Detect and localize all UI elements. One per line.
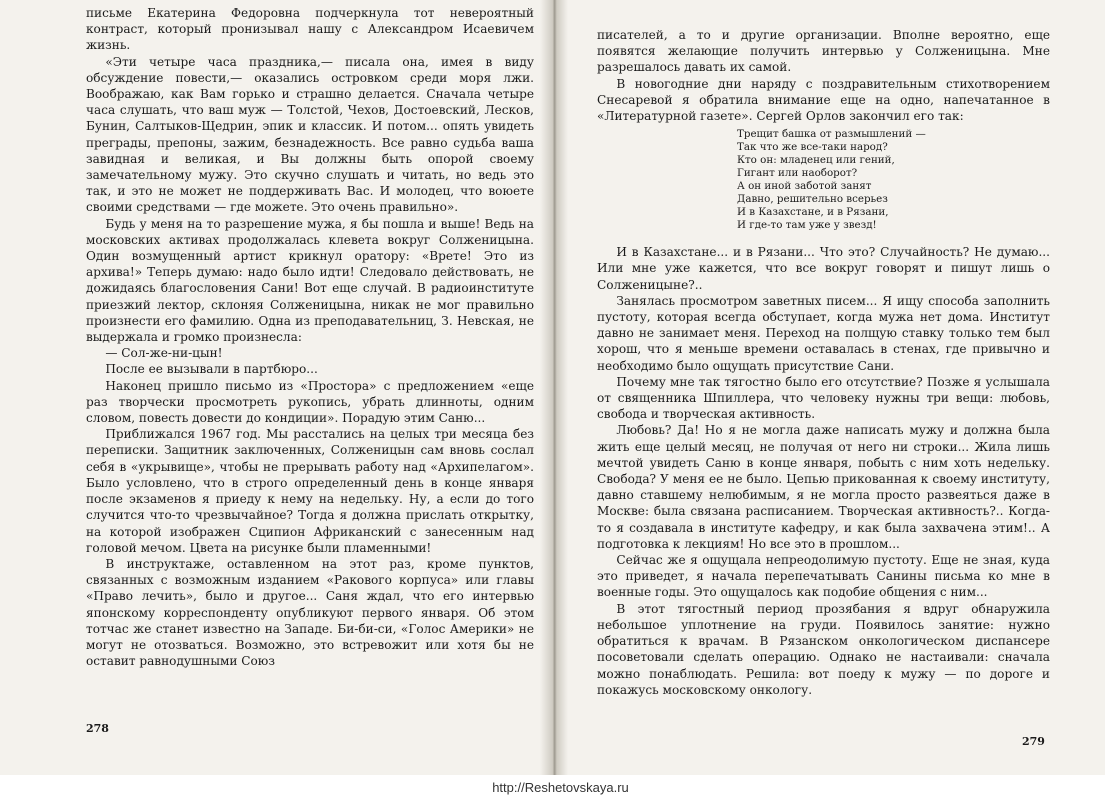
poem-line: Давно, решительно всерьез — [737, 193, 888, 206]
paragraph: В этот тягостный период прозябания я вдруг обнаружила небольшое уплотнение на груди. Появилось занятие: нужно обратиться к врачам. В Рязанском онкологическом диспансере посоветовали сделать операцию. Однако не настаивали: сначала можно понаблюдать. Решила: вот поеду к мужу — по дороге и покажусь московскому онкологу. — [597, 601, 1050, 697]
left-page — [0, 0, 552, 775]
page-number-left: 278 — [86, 722, 109, 735]
paragraph: Занялась просмотром заветных писем... Я ищу способа заполнить пустоту, которая всегда обступает, когда мужа нет дома. Институт давно не занимает меня. Переход на полщую ставку только тем был хорош, что я меньше времени оставалась в стенах, где привычно и необходимо было ощущать присутствие Сани. — [597, 293, 1050, 373]
poem-line: И где-то там уже у звезд! — [737, 219, 877, 232]
paragraph: письме Екатерина Федоровна подчеркнула тот невероятный контраст, который пронизывал нашу с Александром Исаевичем жизнь. — [86, 6, 534, 53]
poem-line: И в Казахстане, и в Рязани, — [737, 206, 889, 219]
page-number-right: 279 — [1022, 735, 1045, 748]
paragraph: — Сол-же-ни-цын! — [105, 346, 223, 361]
paragraph: Любовь? Да! Но я не могла даже написать мужу и должна была жить еще целый месяц, не получая от него ни строки... Жила лишь мечтой увидеть Саню в конце января, побыть с ним хоть недельку. Свобода? У меня ее не было. Цепью прикованная к своему институту, давно ставшему нелюбимым, я не могла просто развеяться даже в Москве: была связана расписанием. Творческая активность?.. Когда-то я создавала в институте кафедру, и как была захвачена этим!.. А подготовка к лекциям! Но все это в прошлом... — [597, 423, 1050, 551]
book-gutter — [540, 0, 568, 775]
paragraph: И в Казахстане... и в Рязани... Что это? Случайность? Не думаю... Или мне уже кажется, что все вокруг говорят и пишут лишь о Солженицыне?.. — [597, 245, 1050, 292]
right-page — [552, 0, 1105, 775]
poem-line: Трещит башка от размышлений — — [737, 128, 926, 141]
source-url: http://Reshetovskaya.ru — [492, 780, 629, 795]
left-page-text — [86, 5, 534, 669]
poem-line: А он иной заботой занят — [737, 180, 872, 193]
paragraph: писателей, а то и другие организации. Вполне вероятно, еще появятся желающие получить интервью у Солженицына. Мне разрешалось давать их самой. — [597, 28, 1050, 75]
paragraph: В инструктаже, оставленном на этот раз, кроме пунктов, связанных с возможным изданием «Ракового корпуса» или главы «Право лечить», было и другое... Саня ждал, что его интервью японскому корреспонденту опубликуют первого января. Об этом тотчас же станет известно на Западе. Би-би-си, «Голос Америки» не могут не отозваться. Возможно, это встревожит или хотя бы не оставит равнодушными Союз — [86, 556, 534, 669]
paragraph: Будь у меня на то разрешение мужа, я бы пошла и выше! Ведь на московских активах продолжалась клевета вокруг Солженицына. Один возмущенный артист крикнул оратору: «Врете! Это из архива!» Теперь думаю: надо было идти! Следовало действовать, не дожидаясь благословения Сани! Вот еще случай. В радиоинституте приезжий лектор, склоняя Солженицына, никак не мог правильно произнести его фамилию. Одна из преподавательниц, З. Невская, не выдержала и громко произнесла: — [86, 216, 534, 345]
poem-line: Так что же все-таки народ? — [737, 141, 888, 154]
poem-line: Кто он: младенец или гений, — [737, 154, 895, 167]
paragraph: Наконец пришло письмо из «Простора» с предложением «еще раз творчески просмотреть рукопись, убрать длинноты, одним словом, повесть довести до кондиции». Порадую этим Саню... — [86, 378, 534, 426]
paragraph: «Эти четыре часа праздника,— писала она, имея в виду обсуждение повести,— оказались островком среди моря лжи. Воображаю, как Вам горько и страшно делается. Сначала четыре часа слушать, что ваш муж — Толстой, Чехов, Достоевский, Лесков, Бунин, Салтыков-Щедрин, эпик и классик. И потом... опять увидеть преграды, препоны, зажим, безнадежность. Все равно судьба ваша завидная и великая, и Вы должны быть опорой своему замечательному мужу. Это скучно слушать и читать, но ведь это так, и это не может не поддерживать Вас. И молодец, что воюете своими средствами — где можете. Это очень правильно». — [86, 54, 534, 215]
poem — [737, 128, 1050, 232]
right-page-text — [597, 27, 1050, 698]
paragraph: Сейчас же я ощущала непреодолимую пустоту. Еще не зная, куда это приведет, я начала перепечатывать Санины письма ко мне в военные годы. Это ощущалось как подобие общения с ним... — [597, 553, 1050, 600]
poem-line: Гигант или наоборот? — [737, 167, 858, 180]
paragraph: В новогодние дни наряду с поздравительным стихотворением Снесаревой я обратила внимание еще на одно, напечатанное в «Литературной газете». Сергей Орлов закончил его так: — [597, 76, 1050, 124]
paragraph: Приближался 1967 год. Мы расстались на целых три месяца без переписки. Защитник заключенных, Солженицын сам вновь сослал себя в «укрывище», чтобы не прерывать работу над «Архипелагом». Было условлено, что в строго определенный день в конце января после экзаменов я приеду к нему на недельку. Ну, а если до того случится что-то чрезвычайное? Тогда я должна прислать открытку, на которой изображен Сципион Африканский с занесенным над головой мечом. Цвета на рисунке были пламенными! — [86, 427, 534, 555]
paragraph: Почему мне так тягостно было его отсутствие? Позже я услышала от священника Шпиллера, что человеку нужны три вещи: любовь, свобода и творческая активность. — [597, 374, 1050, 422]
paragraph: После ее вызывали в партбюро... — [105, 362, 318, 377]
source-url-footer — [0, 775, 1105, 800]
